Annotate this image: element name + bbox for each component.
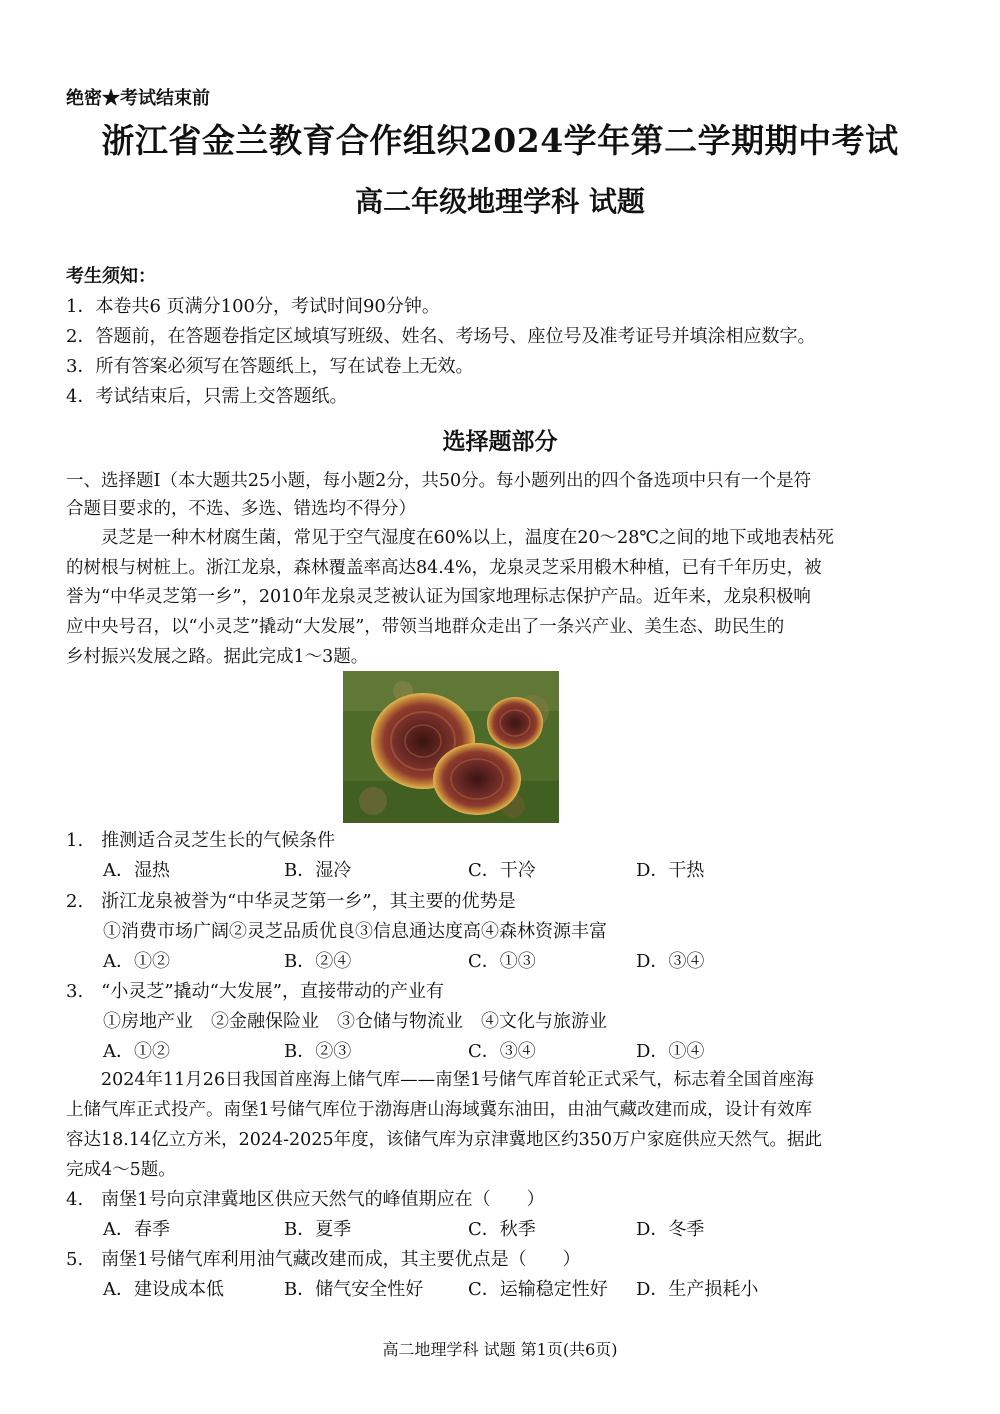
exam-title: 浙江省金兰教育合作组织2024学年第二学期期中考试 (101, 121, 899, 160)
option-b: B．②④ (284, 951, 352, 972)
option-c: C．①③ (468, 951, 536, 972)
question-stem: 3. “小灵芝”撬动“大发展”，直接带动的产业有 (66, 981, 444, 1002)
lingzhi-photo (343, 671, 559, 823)
option-d: D．干热 (636, 860, 705, 881)
passage-line: 完成4～5题。 (66, 1160, 176, 1180)
option-a: A．①② (103, 1041, 170, 1062)
option-c: C．秋季 (468, 1219, 536, 1240)
section-title: 选择题部分 (442, 428, 558, 455)
option-d: D．③④ (636, 951, 705, 972)
notice-item: 4．考试结束后，只需上交答题纸。 (66, 386, 348, 407)
option-d: D．冬季 (636, 1219, 705, 1240)
notice-item: 3．所有答案必须写在答题纸上，写在试卷上无效。 (66, 356, 474, 377)
option-c: C．③④ (468, 1041, 536, 1062)
option-b: B．②③ (284, 1041, 352, 1062)
question-statements: ①房地产业 ②金融保险业 ③仓储与物流业 ④文化与旅游业 (103, 1011, 607, 1032)
passage-line: 应中央号召，以“小灵芝”撬动“大发展”，带领当地群众走出了一条兴产业、美生态、助民生的 (66, 617, 785, 637)
question-stem: 5. 南堡1号储气库利用油气藏改建而成，其主要优点是（ ） (66, 1249, 581, 1270)
question-stem: 1. 推测适合灵芝生长的气候条件 (66, 830, 336, 851)
notice-item: 2．答题前，在答题卷指定区域填写班级、姓名、考场号、座位号及准考证号并填涂相应数字。 (66, 326, 816, 347)
page-footer: 高二地理学科 试题 第1页(共6页) (382, 1340, 618, 1359)
notice-heading: 考生须知： (66, 266, 156, 287)
passage-line: 上储气库正式投产。南堡1号储气库位于渤海唐山海域冀东油田，由油气藏改建而成，设计有效库 (66, 1100, 813, 1120)
passage-line: 乡村振兴发展之路。据此完成1～3题。 (66, 647, 369, 667)
option-d: D．生产损耗小 (636, 1279, 759, 1300)
option-b: B．储气安全性好 (284, 1279, 424, 1300)
option-a: A．湿热 (103, 860, 170, 881)
passage-line: 誉为“中华灵芝第一乡”，2010年龙泉灵芝被认证为国家地理标志保护产品。近年来，龙泉积极响 (66, 587, 811, 607)
passage-line: 的树根与树桩上。浙江龙泉，森林覆盖率高达84.4%，龙泉灵芝采用椴木种植，已有千年历史，被 (66, 558, 822, 578)
option-c: C．运输稳定性好 (468, 1279, 608, 1300)
question-stem: 2. 浙江龙泉被誉为“中华灵芝第一乡”，其主要的优势是 (66, 891, 516, 912)
question-statements: ①消费市场广阔②灵芝品质优良③信息通达度高④森林资源丰富 (103, 921, 607, 942)
exam-subtitle: 高二年级地理学科 试题 (355, 185, 645, 218)
passage-line: 容达18.14亿立方米，2024-2025年度，该储气库为京津冀地区约350万户家庭供应天然气。据此 (66, 1130, 822, 1150)
part-intro-line: 一、选择题Ⅰ（本大题共25小题，每小题2分，共50分。每小题列出的四个备选项中只有一个是符 (66, 471, 812, 491)
confidential-label: 绝密★考试结束前 (66, 88, 210, 109)
passage-line: 灵芝是一种木材腐生菌，常见于空气湿度在60%以上，温度在20～28℃之间的地下或地表枯死 (66, 528, 835, 548)
option-c: C．干冷 (468, 860, 536, 881)
option-a: A．春季 (103, 1219, 170, 1240)
passage-line: 2024年11月26日我国首座海上储气库——南堡1号储气库首轮正式采气，标志着全国首座海 (66, 1070, 814, 1090)
option-d: D．①④ (636, 1041, 705, 1062)
question-stem: 4. 南堡1号向京津冀地区供应天然气的峰值期应在（ ） (66, 1189, 545, 1210)
option-a: A．建设成本低 (103, 1279, 224, 1300)
option-a: A．①② (103, 951, 170, 972)
part-intro-line: 合题目要求的，不选、多选、错选均不得分） (66, 499, 416, 519)
option-b: B．夏季 (284, 1219, 352, 1240)
notice-item: 1．本卷共6 页满分100分，考试时间90分钟。 (66, 296, 440, 317)
option-b: B．湿冷 (284, 860, 352, 881)
